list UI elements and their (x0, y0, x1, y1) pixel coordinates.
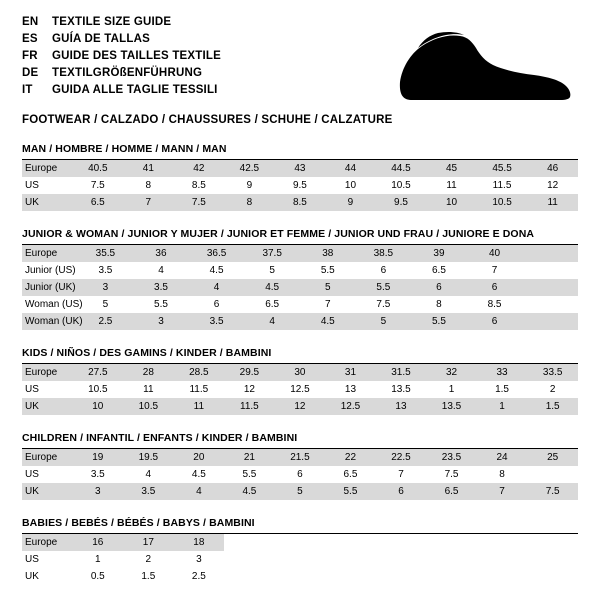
cell-empty (426, 534, 477, 551)
cell-empty (376, 534, 427, 551)
cell: 9.5 (275, 177, 326, 194)
row-header: UK (22, 194, 73, 211)
cell: 22 (325, 449, 376, 466)
cell: 10.5 (123, 398, 174, 415)
cell: 8 (123, 177, 174, 194)
cell: 6 (376, 483, 427, 500)
cell: 31.5 (376, 364, 427, 381)
language-code: ES (22, 33, 38, 45)
row-header: Europe (22, 160, 73, 177)
cell: 6.5 (244, 296, 300, 313)
cell-empty (376, 568, 427, 585)
cell (522, 296, 578, 313)
cell: 11 (174, 398, 225, 415)
row-header: UK (22, 398, 73, 415)
row-header: UK (22, 568, 73, 585)
cell: 3 (78, 279, 134, 296)
cell: 12 (275, 398, 326, 415)
table-row (22, 568, 578, 585)
cell: 6 (275, 466, 326, 483)
cell: 40.5 (73, 160, 124, 177)
cell: 16 (73, 534, 124, 551)
cell: 40 (467, 245, 523, 262)
cell: 2 (527, 381, 578, 398)
cell: 3 (73, 483, 124, 500)
cell: 3.5 (133, 279, 189, 296)
cell: 12 (527, 177, 578, 194)
language-code: DE (22, 67, 39, 79)
cell: 11 (527, 194, 578, 211)
category-title: FOOTWEAR / CALZADO / CHAUSSURES / SCHUHE / CALZATURE (22, 114, 393, 126)
cell: 33 (477, 364, 528, 381)
group-babies (22, 517, 578, 585)
group-label: JUNIOR & WOMAN / JUNIOR Y MUJER / JUNIOR ET FEMME / JUNIOR UND FRAU / JUNIORE E DONA (22, 228, 578, 245)
row-header: US (22, 551, 73, 568)
language-title-list (22, 16, 352, 101)
cell: 4 (174, 483, 225, 500)
cell: 13.5 (376, 381, 427, 398)
cell: 4.5 (300, 313, 356, 330)
cell: 9 (224, 177, 275, 194)
cell: 9 (325, 194, 376, 211)
cell: 8.5 (174, 177, 225, 194)
cell: 21 (224, 449, 275, 466)
size-table-man (22, 160, 578, 211)
cell: 3.5 (78, 262, 134, 279)
cell: 42.5 (224, 160, 275, 177)
cell: 41 (123, 160, 174, 177)
table-row (22, 313, 578, 330)
cell: 8.5 (467, 296, 523, 313)
cell: 4.5 (244, 279, 300, 296)
row-header: Junior (UK) (22, 279, 78, 296)
cell: 7 (123, 194, 174, 211)
table-row (22, 534, 578, 551)
cell: 21.5 (275, 449, 326, 466)
table-row (22, 398, 578, 415)
cell: 5.5 (325, 483, 376, 500)
cell-empty (275, 568, 326, 585)
cell: 22.5 (376, 449, 427, 466)
language-title: GUÍA DE TALLAS (52, 33, 150, 45)
table-row (22, 466, 578, 483)
row-header: US (22, 466, 73, 483)
cell: 42 (174, 160, 225, 177)
table-row (22, 177, 578, 194)
cell (522, 279, 578, 296)
cell: 1 (477, 398, 528, 415)
group-kids (22, 347, 578, 415)
cell: 5.5 (356, 279, 412, 296)
cell (527, 466, 578, 483)
cell: 27.5 (73, 364, 124, 381)
cell: 0.5 (73, 568, 124, 585)
cell-empty (325, 534, 376, 551)
cell-empty (224, 551, 275, 568)
cell: 7 (477, 483, 528, 500)
cell: 7 (467, 262, 523, 279)
group-children (22, 432, 578, 500)
cell: 1 (426, 381, 477, 398)
table-row (22, 296, 578, 313)
header (22, 14, 578, 106)
cell: 11 (426, 177, 477, 194)
cell: 10 (325, 177, 376, 194)
cell: 13.5 (426, 398, 477, 415)
language-code: IT (22, 84, 33, 96)
cell: 2.5 (78, 313, 134, 330)
cell: 6 (189, 296, 245, 313)
group-junior-woman (22, 228, 578, 330)
language-row (22, 33, 352, 50)
cell: 18 (174, 534, 225, 551)
row-header: Woman (UK) (22, 313, 78, 330)
cell: 10.5 (376, 177, 427, 194)
cell: 6.5 (426, 483, 477, 500)
cell: 25 (527, 449, 578, 466)
cell: 29.5 (224, 364, 275, 381)
cell-empty (477, 551, 528, 568)
row-header: Europe (22, 364, 73, 381)
table-row (22, 279, 578, 296)
cell: 31 (325, 364, 376, 381)
cell: 46 (527, 160, 578, 177)
cell: 36 (133, 245, 189, 262)
table-row (22, 262, 578, 279)
cell: 12.5 (275, 381, 326, 398)
cell: 5.5 (133, 296, 189, 313)
cell (522, 245, 578, 262)
cell: 19 (73, 449, 124, 466)
cell: 4.5 (174, 466, 225, 483)
cell: 10.5 (477, 194, 528, 211)
cell: 1 (73, 551, 124, 568)
cell: 28.5 (174, 364, 225, 381)
cell: 7.5 (174, 194, 225, 211)
row-header: Junior (US) (22, 262, 78, 279)
cell: 4 (133, 262, 189, 279)
cell: 7.5 (527, 483, 578, 500)
cell: 35.5 (78, 245, 134, 262)
dress-shoe-icon (388, 28, 578, 104)
language-title: GUIDA ALLE TAGLIE TESSILI (52, 84, 218, 96)
cell: 5.5 (224, 466, 275, 483)
cell: 10 (426, 194, 477, 211)
cell: 5 (78, 296, 134, 313)
size-table-children (22, 449, 578, 500)
cell-empty (224, 534, 275, 551)
cell (522, 262, 578, 279)
cell: 44.5 (376, 160, 427, 177)
cell: 3.5 (73, 466, 124, 483)
cell-empty (477, 534, 528, 551)
cell: 8 (477, 466, 528, 483)
cell: 5 (356, 313, 412, 330)
cell: 7.5 (356, 296, 412, 313)
cell: 1.5 (527, 398, 578, 415)
cell: 11.5 (174, 381, 225, 398)
cell: 44 (325, 160, 376, 177)
row-header: Europe (22, 534, 73, 551)
cell-empty (325, 551, 376, 568)
cell: 28 (123, 364, 174, 381)
cell: 1.5 (123, 568, 174, 585)
cell: 4.5 (189, 262, 245, 279)
language-code: FR (22, 50, 38, 62)
cell-empty (224, 568, 275, 585)
cell: 10 (73, 398, 124, 415)
cell: 38.5 (356, 245, 412, 262)
row-header: Europe (22, 449, 73, 466)
cell: 4 (244, 313, 300, 330)
cell: 11.5 (477, 177, 528, 194)
group-label: KIDS / NIÑOS / DES GAMINS / KINDER / BAMBINI (22, 347, 578, 364)
group-label: BABIES / BEBÉS / BÉBÉS / BABYS / BAMBINI (22, 517, 578, 534)
cell: 5 (244, 262, 300, 279)
cell: 7.5 (426, 466, 477, 483)
size-table-kids (22, 364, 578, 415)
cell: 6 (356, 262, 412, 279)
language-title: GUIDE DES TAILLES TEXTILE (52, 50, 221, 62)
cell: 19.5 (123, 449, 174, 466)
language-row (22, 50, 352, 67)
cell: 10.5 (73, 381, 124, 398)
language-code: EN (22, 16, 39, 28)
cell: 45 (426, 160, 477, 177)
table-row (22, 160, 578, 177)
cell: 3.5 (189, 313, 245, 330)
size-table-babies (22, 534, 578, 585)
group-label: CHILDREN / INFANTIL / ENFANTS / KINDER / BAMBINI (22, 432, 578, 449)
language-row (22, 16, 352, 33)
cell-empty (527, 534, 578, 551)
row-header: Europe (22, 245, 78, 262)
cell-empty (527, 568, 578, 585)
table-row (22, 483, 578, 500)
cell: 37.5 (244, 245, 300, 262)
cell: 7 (376, 466, 427, 483)
table-row (22, 245, 578, 262)
row-header: US (22, 177, 73, 194)
cell: 4.5 (224, 483, 275, 500)
language-row (22, 67, 352, 84)
cell: 5.5 (300, 262, 356, 279)
cell: 3 (174, 551, 225, 568)
cell: 30 (275, 364, 326, 381)
cell: 2 (123, 551, 174, 568)
cell: 12.5 (325, 398, 376, 415)
group-label: MAN / HOMBRE / HOMME / MANN / MAN (22, 143, 578, 160)
cell-empty (426, 551, 477, 568)
cell-empty (527, 551, 578, 568)
cell-empty (325, 568, 376, 585)
cell: 8.5 (275, 194, 326, 211)
cell-empty (426, 568, 477, 585)
cell: 9.5 (376, 194, 427, 211)
cell: 6.5 (411, 262, 467, 279)
cell-empty (376, 551, 427, 568)
cell: 33.5 (527, 364, 578, 381)
cell-empty (477, 568, 528, 585)
cell: 6 (411, 279, 467, 296)
cell: 6.5 (325, 466, 376, 483)
cell: 5 (300, 279, 356, 296)
cell: 8 (411, 296, 467, 313)
cell: 1.5 (477, 381, 528, 398)
cell: 20 (174, 449, 225, 466)
cell: 23.5 (426, 449, 477, 466)
cell: 3.5 (123, 483, 174, 500)
language-title: TEXTILGRÖßENFÜHRUNG (52, 67, 203, 79)
cell: 8 (224, 194, 275, 211)
cell: 32 (426, 364, 477, 381)
cell (522, 313, 578, 330)
cell: 5 (275, 483, 326, 500)
cell: 7.5 (73, 177, 124, 194)
cell: 24 (477, 449, 528, 466)
cell: 5.5 (411, 313, 467, 330)
language-title: TEXTILE SIZE GUIDE (52, 16, 172, 28)
cell: 38 (300, 245, 356, 262)
cell: 3 (133, 313, 189, 330)
table-row (22, 194, 578, 211)
cell: 17 (123, 534, 174, 551)
cell: 39 (411, 245, 467, 262)
table-row (22, 449, 578, 466)
table-row (22, 551, 578, 568)
cell: 43 (275, 160, 326, 177)
cell: 6 (467, 313, 523, 330)
cell: 11 (123, 381, 174, 398)
table-row (22, 381, 578, 398)
cell: 7 (300, 296, 356, 313)
cell: 6.5 (73, 194, 124, 211)
size-table-junior-woman (22, 245, 578, 330)
cell-empty (275, 534, 326, 551)
cell: 45.5 (477, 160, 528, 177)
cell: 36.5 (189, 245, 245, 262)
cell: 6 (467, 279, 523, 296)
cell: 2.5 (174, 568, 225, 585)
cell: 4 (189, 279, 245, 296)
table-row (22, 364, 578, 381)
row-header: Woman (US) (22, 296, 78, 313)
group-man (22, 143, 578, 211)
cell: 13 (376, 398, 427, 415)
cell: 11.5 (224, 398, 275, 415)
cell: 4 (123, 466, 174, 483)
row-header: US (22, 381, 73, 398)
cell-empty (275, 551, 326, 568)
cell: 12 (224, 381, 275, 398)
language-row (22, 84, 352, 101)
cell: 13 (325, 381, 376, 398)
row-header: UK (22, 483, 73, 500)
